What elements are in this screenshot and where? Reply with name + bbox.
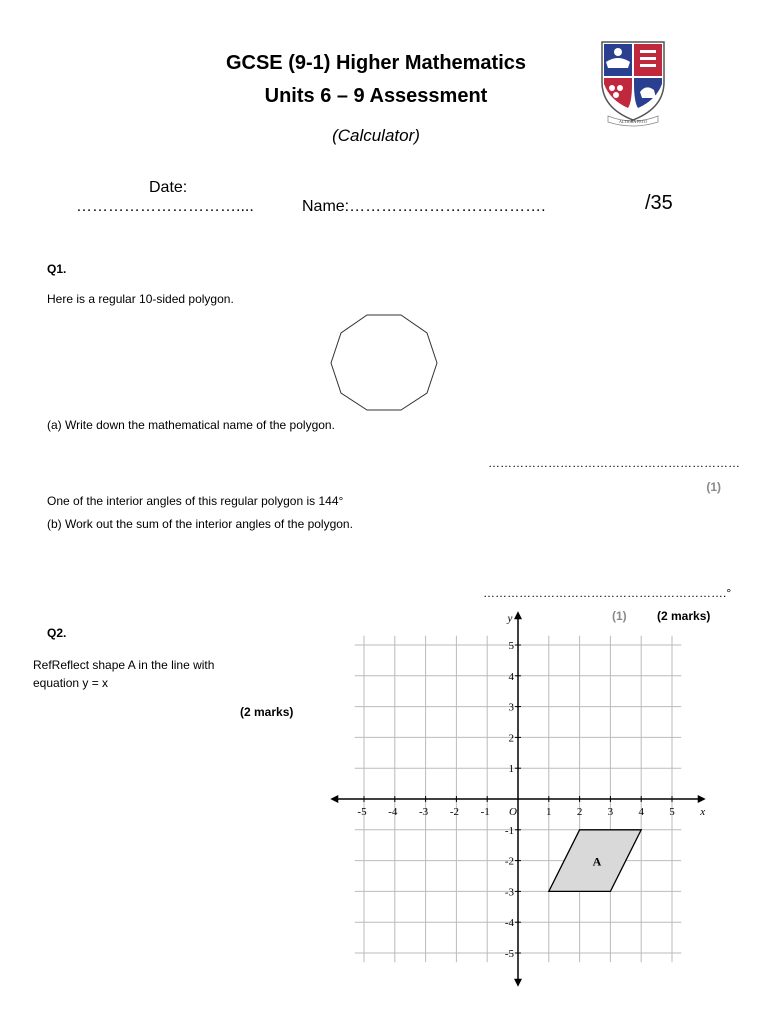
- decagon-figure: [326, 310, 442, 414]
- q2-number: Q2.: [47, 626, 67, 640]
- y-tick-label: -3: [504, 886, 514, 899]
- y-tick-label: 1: [508, 763, 514, 776]
- school-crest-logo: [598, 38, 668, 128]
- total-marks: /35: [645, 192, 673, 214]
- x-axis-arrow-right-icon: [698, 795, 706, 803]
- x-tick-label: 2: [576, 806, 583, 818]
- x-tick-label: -5: [357, 806, 367, 818]
- x-tick-label: 1: [546, 806, 552, 818]
- page-title-line1: GCSE (9-1) Higher Mathematics: [225, 52, 527, 74]
- q2-text-line2: equation y = x: [33, 676, 109, 690]
- x-tick-label: -2: [449, 806, 459, 818]
- date-answer-line[interactable]: …………………………....: [76, 198, 254, 215]
- q1-intro: Here is a regular 10-sided polygon.: [47, 292, 234, 306]
- q1-total-marks: (2 marks): [657, 609, 711, 623]
- q1-part-b: (b) Work out the sum of the interior angles of the polygon.: [47, 517, 353, 531]
- y-tick-label: 3: [508, 701, 514, 714]
- x-tick-label: 3: [607, 806, 614, 818]
- q1-mark-a: (1): [706, 480, 721, 494]
- q2-text-line1: RefReflect shape A in the line with: [33, 658, 215, 672]
- origin-label: O: [509, 806, 517, 818]
- y-axis-arrow-up-icon: [514, 611, 522, 619]
- page-subtitle: (Calculator): [332, 126, 420, 145]
- page-title-line2: Units 6 – 9 Assessment: [264, 85, 488, 107]
- q1-part-a: (a) Write down the mathematical name of the polygon.: [47, 418, 335, 432]
- date-label: Date:: [149, 179, 188, 196]
- q1-answer-line-b[interactable]: …………………………………………………….°: [483, 586, 732, 600]
- y-tick-label: -5: [504, 948, 514, 960]
- x-axis-arrow-left-icon: [330, 795, 338, 803]
- q1-answer-line-a[interactable]: ………………………………………………………: [488, 456, 740, 470]
- y-tick-label: 5: [508, 640, 514, 652]
- q1-statement: One of the interior angles of this regular polygon is 144°: [47, 494, 344, 508]
- shape-a-label: A: [592, 854, 602, 869]
- y-axis-arrow-down-icon: [514, 979, 522, 987]
- decagon-shape: [331, 315, 437, 410]
- x-tick-label: -1: [480, 806, 490, 818]
- x-axis-label: x: [700, 806, 706, 818]
- y-tick-label: -1: [504, 824, 514, 837]
- q2-total-marks: (2 marks): [240, 705, 294, 719]
- x-tick-label: -4: [388, 806, 398, 818]
- y-tick-label: 2: [508, 732, 514, 745]
- x-tick-label: -3: [419, 806, 429, 818]
- y-tick-label: -2: [504, 855, 514, 868]
- q1-mark-b: (1): [612, 609, 627, 623]
- y-tick-label: -4: [504, 917, 514, 930]
- y-axis-label: y: [507, 612, 513, 625]
- x-tick-label: 4: [638, 806, 644, 818]
- svg-text:ALTIORA PETO: ALTIORA PETO: [619, 119, 647, 124]
- x-tick-label: 5: [669, 806, 675, 818]
- q1-number: Q1.: [47, 262, 67, 276]
- y-tick-label: 4: [508, 670, 514, 683]
- name-answer-line[interactable]: Name:……………………………….: [302, 198, 546, 215]
